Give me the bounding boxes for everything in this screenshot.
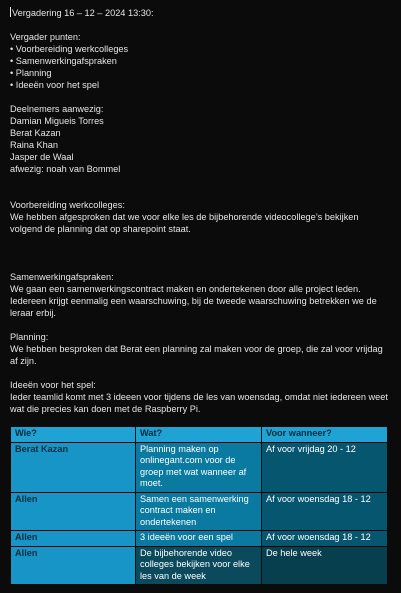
column-header-when: Voor wanneer? bbox=[262, 427, 388, 443]
attendee-name: Raina Khan bbox=[10, 140, 59, 150]
text-cursor bbox=[10, 7, 11, 17]
cell-when: Af voor woensdag 18 - 12 bbox=[262, 531, 388, 547]
agenda-item: • Planning bbox=[10, 68, 52, 78]
cell-what: Planning maken op onlinegant.com voor de groep met wat wanneer af moet. bbox=[136, 442, 262, 492]
agenda-title: Vergader punten: bbox=[10, 32, 81, 42]
table-row bbox=[11, 442, 388, 492]
agenda-item: • Voorbereiding werkcolleges bbox=[10, 44, 129, 54]
agenda-item: • Samenwerkingafspraken bbox=[10, 56, 117, 66]
cell-who: Allen bbox=[11, 546, 136, 585]
meeting-heading-text: Vergadering 16 – 12 – 2024 13:30: bbox=[12, 8, 154, 18]
cell-what: Samen een samenwerking contract maken en ondertekenen bbox=[136, 492, 262, 531]
absent-note: afwezig: noah van Bommel bbox=[10, 164, 121, 174]
section-title: Samenwerkingafspraken: bbox=[10, 272, 114, 282]
table-row bbox=[11, 546, 388, 585]
table-row bbox=[11, 531, 388, 547]
cell-who: Allen bbox=[11, 531, 136, 547]
section-text: We hebben besproken dat Berat een planning zal maken voor de groep, die zal voor vrijdag af zijn. bbox=[10, 344, 383, 366]
table-header-row bbox=[11, 427, 388, 443]
agenda-item: • Ideeën voor het spel bbox=[10, 80, 100, 90]
section-title: Ideeën voor het spel: bbox=[10, 380, 96, 390]
section-title: Planning: bbox=[10, 332, 49, 342]
column-header-what: Wat? bbox=[136, 427, 262, 443]
section-text: We hebben afgesproken dat we voor elke les de bijbehorende videocollege’s bekijken volgend de planning dat op sharepoint staat. bbox=[10, 212, 359, 234]
task-table bbox=[10, 426, 388, 585]
attendee-name: Jasper de Waal bbox=[10, 152, 74, 162]
meeting-heading bbox=[10, 7, 391, 19]
section-text: We gaan een samenwerkingscontract maken en ondertekenen door alle project leden. Iedereen krijgt eenmalig een waarschuwing, bij de tweede waarschuwing betrekken we de leraar erbij. bbox=[10, 284, 377, 318]
cell-what: De bijbehorende video colleges bekijken voor elke les van de week bbox=[136, 546, 262, 585]
attendees-title: Deelnemers aanwezig: bbox=[10, 104, 104, 114]
column-header-who: Wie? bbox=[11, 427, 136, 443]
cell-when: Af voor woensdag 18 - 12 bbox=[262, 492, 388, 531]
cell-who: Berat Kazan bbox=[11, 442, 136, 492]
cell-what: 3 ideeën voor een spel bbox=[136, 531, 262, 547]
attendee-name: Berat Kazan bbox=[10, 128, 61, 138]
table-row bbox=[11, 492, 388, 531]
cell-when: Af voor vrijdag 20 - 12 bbox=[262, 442, 388, 492]
attendee-name: Damian Migueis Torres bbox=[10, 116, 104, 126]
cell-who: Allen bbox=[11, 492, 136, 531]
cell-when: De hele week bbox=[262, 546, 388, 585]
section-title: Voorbereiding werkcolleges: bbox=[10, 200, 125, 210]
section-text: Ieder teamlid komt met 3 ideeen voor tijdens de les van woensdag, omdat niet iedereen weet wat die precies kan doen met de Raspberry Pi. bbox=[10, 392, 388, 414]
